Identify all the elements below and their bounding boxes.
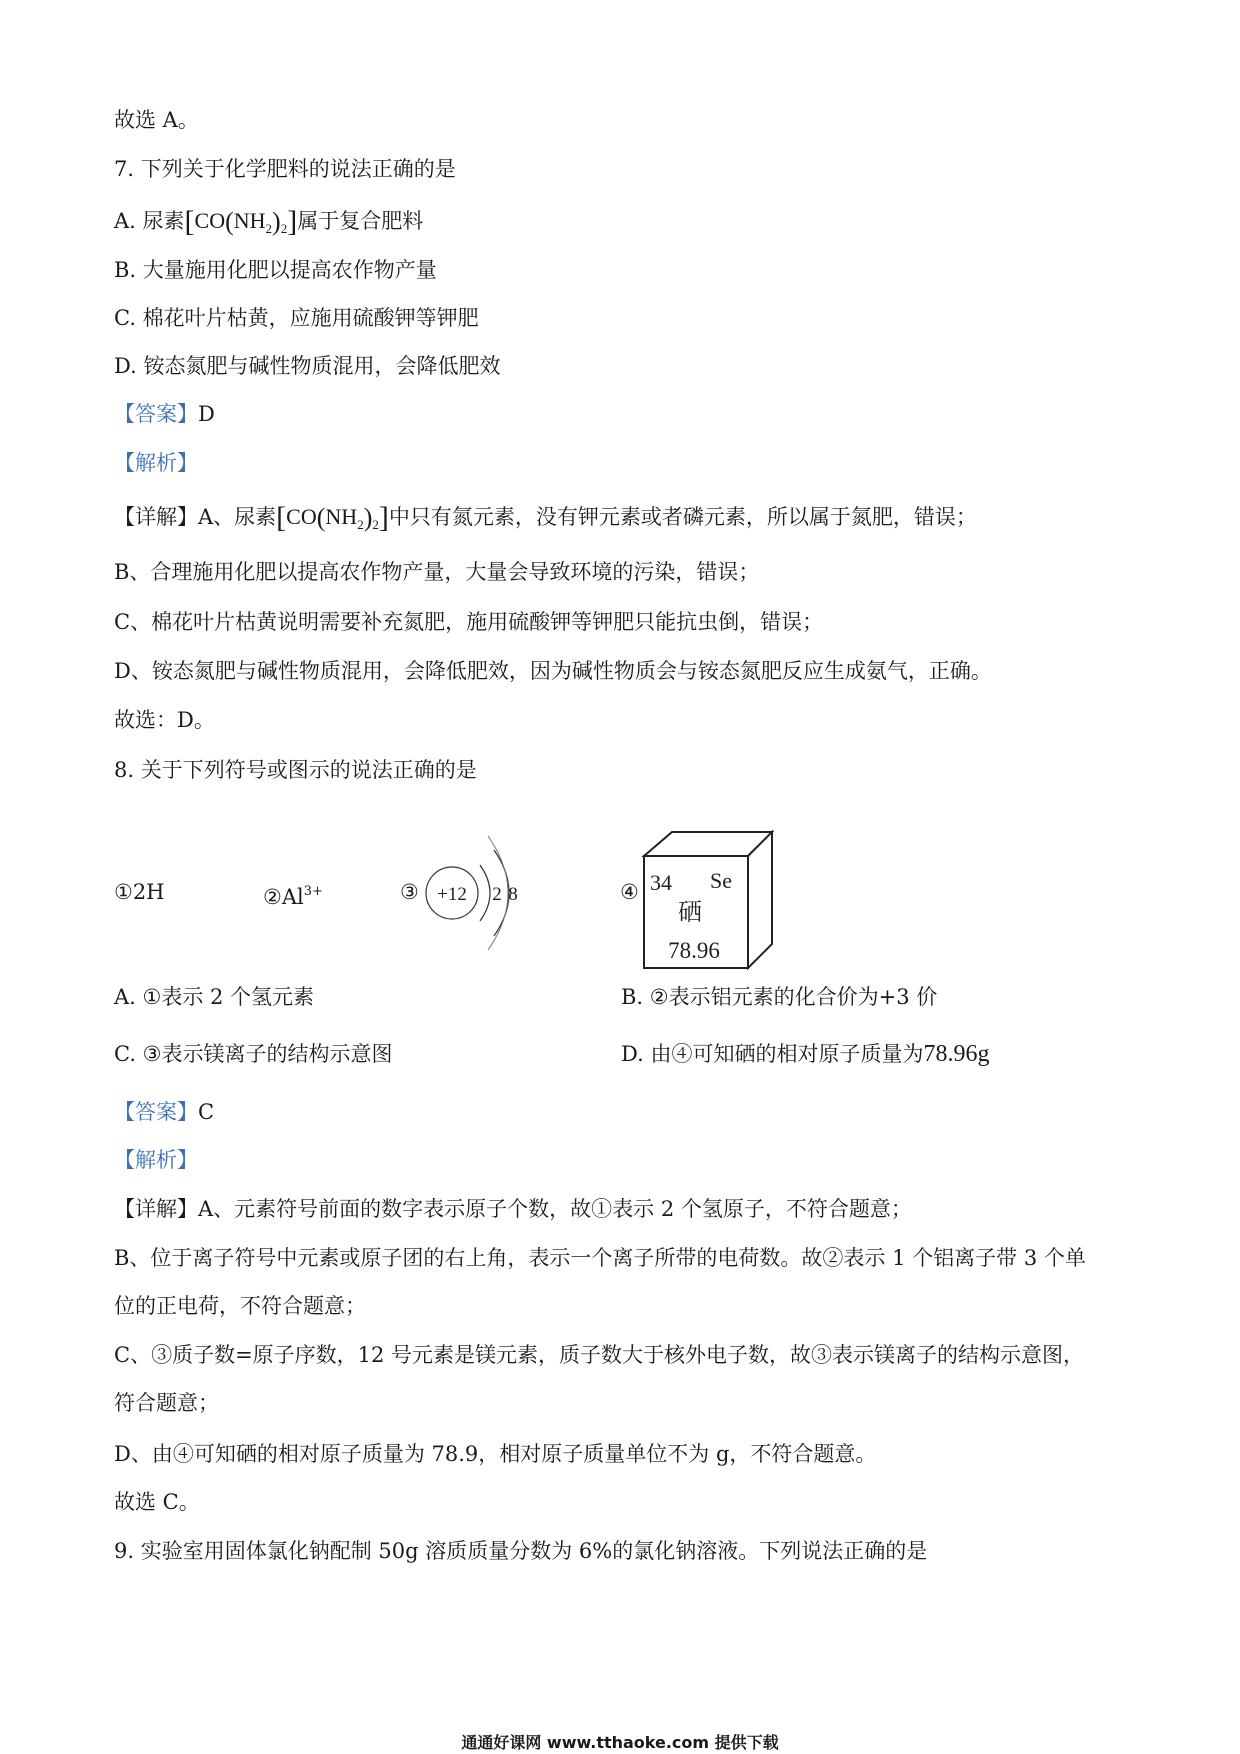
shell-arc-1 <box>480 865 490 921</box>
selenium-element-cell <box>640 828 780 972</box>
q8-analysis-tag: 【解析】 <box>114 1148 198 1172</box>
question-9: 9. 实验室用固体氯化钠配制 50g 溶质质量分数为 6%的氯化钠溶液。下列说法正确的是 <box>114 1539 928 1563</box>
detail-tag: 【详解】 <box>114 1197 198 1221</box>
urea-formula: $[CO(NH_2)_2]$ <box>276 501 389 534</box>
q7-option-a-suffix: 属于复合肥料 <box>297 209 424 233</box>
answer-tag: 【答案】 <box>114 402 198 426</box>
answer-tag: 【答案】 <box>114 1100 198 1124</box>
q8-detail-d: D、由④可知硒的相对原子质量为 78.9，相对原子质量单位不为 g，不符合题意。 <box>114 1442 877 1466</box>
q7-option-d: D. 铵态氮肥与碱性物质混用，会降低肥效 <box>114 354 501 378</box>
q8-option-d: D. 由④可知硒的相对原子质量为78.96g <box>621 1041 990 1067</box>
atomic-number: 34 <box>650 870 672 895</box>
urea-formula: $[CO(NH_2)_2]$ <box>184 205 298 238</box>
q7-option-a-prefix: A. 尿素 <box>114 209 185 233</box>
q8-option-a: A. ①表示 2 个氢元素 <box>114 985 315 1009</box>
q8-symbol-2: $②Al^{3+}$ <box>263 884 323 909</box>
q7-detail-a: 【详解】A、尿素$[CO(NH_2)_2]$中只有氮元素，没有钾元素或者磷元素，所以属于氮肥，错误； <box>114 501 977 534</box>
q8-select: 故选 C。 <box>114 1490 200 1514</box>
atomic-mass: 78.96 <box>668 938 720 963</box>
q8-option-c: C. ③表示镁离子的结构示意图 <box>114 1042 393 1066</box>
q8-detail-c-2: 符合题意； <box>114 1391 219 1415</box>
answer-value: D <box>198 402 215 426</box>
q8-detail-b-2: 位的正电荷，不符合题意； <box>114 1294 366 1318</box>
q8-symbol-1: ①2H <box>114 880 165 904</box>
q7-detail-d: D、铵态氮肥与碱性物质混用，会降低肥效，因为碱性物质会与铵态氮肥反应生成氨气，正确。 <box>114 659 992 683</box>
question-7: 7. 下列关于化学肥料的说法正确的是 <box>114 157 456 181</box>
page-footer: 通通好课网 www.tthaoke.com 提供下载 <box>461 1733 779 1752</box>
q8-mass-value: 78.96g <box>923 1041 990 1067</box>
shell-1-electrons: 2 <box>492 884 502 905</box>
q8-figure-4-label: ④ <box>620 880 639 904</box>
q7-analysis-tag: 【解析】 <box>114 451 198 475</box>
detail-tag: 【详解】 <box>114 505 198 529</box>
q8-detail-b-1: B、位于离子符号中元素或原子团的右上角，表示一个离子所带的电荷数。故②表示 1 个铝离子带 3 个单 <box>114 1246 1086 1270</box>
ion-structure-diagram <box>420 830 530 960</box>
cell-side <box>748 832 772 968</box>
q8-option-b: B. ②表示铝元素的化合价为+3 价 <box>621 985 938 1009</box>
q8-detail-c-1: C、③质子数=原子序数，12 号元素是镁元素，质子数大于核外电子数，故③表示镁离子的结构示意图， <box>114 1343 1085 1367</box>
q7-answer <box>114 400 215 428</box>
shell-2-electrons: 8 <box>508 884 518 905</box>
q8-detail-a: 【详解】A、元素符号前面的数字表示原子个数，故①表示 2 个氢原子，不符合题意； <box>114 1197 912 1221</box>
q8-answer <box>114 1098 214 1126</box>
q8-figure-3-label: ③ <box>400 880 419 904</box>
q7-detail-c: C、棉花叶片枯黄说明需要补充氮肥，施用硫酸钾等钾肥只能抗虫倒，错误； <box>114 610 824 634</box>
q7-option-c: C. 棉花叶片枯黄，应施用硫酸钾等钾肥 <box>114 306 479 330</box>
q7-option-b: B. 大量施用化肥以提高农作物产量 <box>114 258 437 282</box>
element-name: 硒 <box>678 898 702 926</box>
nucleus-charge: +12 <box>437 884 467 905</box>
element-symbol: Se <box>710 868 732 893</box>
answer-value: C <box>198 1100 215 1124</box>
q7-detail-b: B、合理施用化肥以提高农作物产量，大量会导致环境的污染，错误； <box>114 560 760 584</box>
prev-answer-select: 故选 A。 <box>114 108 199 132</box>
question-8: 8. 关于下列符号或图示的说法正确的是 <box>114 758 477 782</box>
q7-select: 故选：D。 <box>114 708 215 732</box>
q7-option-a <box>114 207 423 243</box>
